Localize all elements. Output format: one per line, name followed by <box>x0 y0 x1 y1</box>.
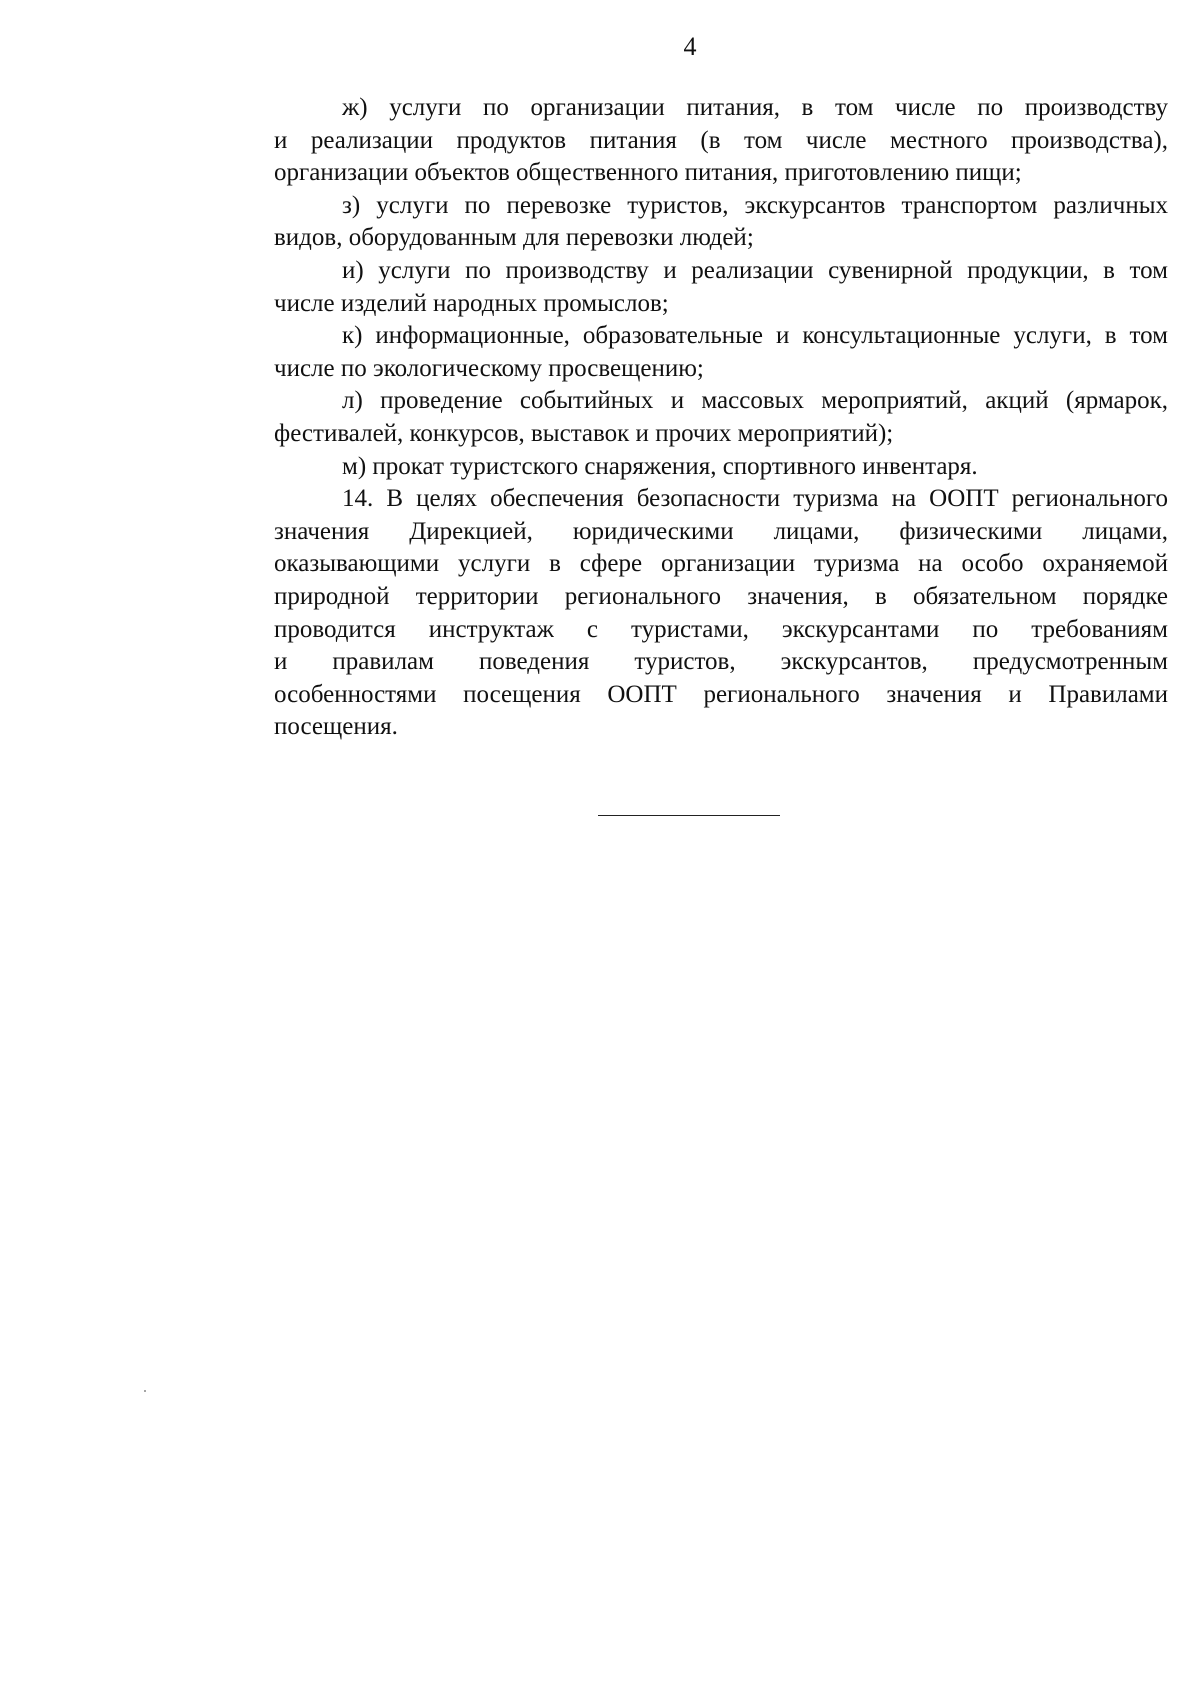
text-line: числе изделий народных промыслов; <box>274 289 669 317</box>
text-line: природной территории регионального значения, в обязательном порядке <box>274 582 1168 610</box>
text-line: фестивалей, конкурсов, выставок и прочих мероприятий); <box>274 419 894 447</box>
text-line: л) проведение событийных и массовых мероприятий, акций (ярмарок, <box>342 387 1168 415</box>
text-line: организации объектов общественного питания, приготовлению пищи; <box>274 159 1022 187</box>
list-item-k <box>206 320 1168 385</box>
text-line: к) информационные, образовательные и консультационные услуги, в том <box>342 322 1168 350</box>
page-number: 4 <box>683 32 697 61</box>
text-line: и правилам поведения туристов, экскурсантов, предусмотренным <box>274 648 1168 676</box>
text-line: значения Дирекцией, юридическими лицами, физическими лицами, <box>274 517 1168 545</box>
text-line: особенностями посещения ООПТ регионального значения и Правилами <box>274 680 1168 708</box>
text-line: проводится инструктаж с туристами, экскурсантами по требованиям <box>274 615 1168 643</box>
list-item-zh <box>206 92 1168 190</box>
text-line: и) услуги по производству и реализации сувенирной продукции, в том <box>342 256 1168 284</box>
document-body <box>206 92 1168 744</box>
text-line: видов, оборудованным для перевозки людей; <box>274 224 754 252</box>
text-line: з) услуги по перевозке туристов, экскурсантов транспортом различных <box>342 191 1168 219</box>
text-line: ж) услуги по организации питания, в том числе по производству <box>342 94 1168 121</box>
paragraph-14 <box>206 483 1168 744</box>
end-separator-line <box>598 815 780 816</box>
text-line: посещения. <box>274 713 398 741</box>
text-line: числе по экологическому просвещению; <box>274 354 704 382</box>
list-item-m <box>206 451 1168 484</box>
scan-speck <box>144 1390 146 1392</box>
list-item-l <box>206 385 1168 450</box>
text-line: и реализации продуктов питания (в том числе местного производства), <box>274 126 1168 154</box>
list-item-z <box>206 190 1168 255</box>
text-line: оказывающими услуги в сфере организации туризма на особо охраняемой <box>274 550 1168 578</box>
text-line: м) прокат туристского снаряжения, спортивного инвентаря. <box>342 452 978 480</box>
text-line: 14. В целях обеспечения безопасности туризма на ООПТ регионального <box>342 485 1168 513</box>
list-item-i <box>206 255 1168 320</box>
